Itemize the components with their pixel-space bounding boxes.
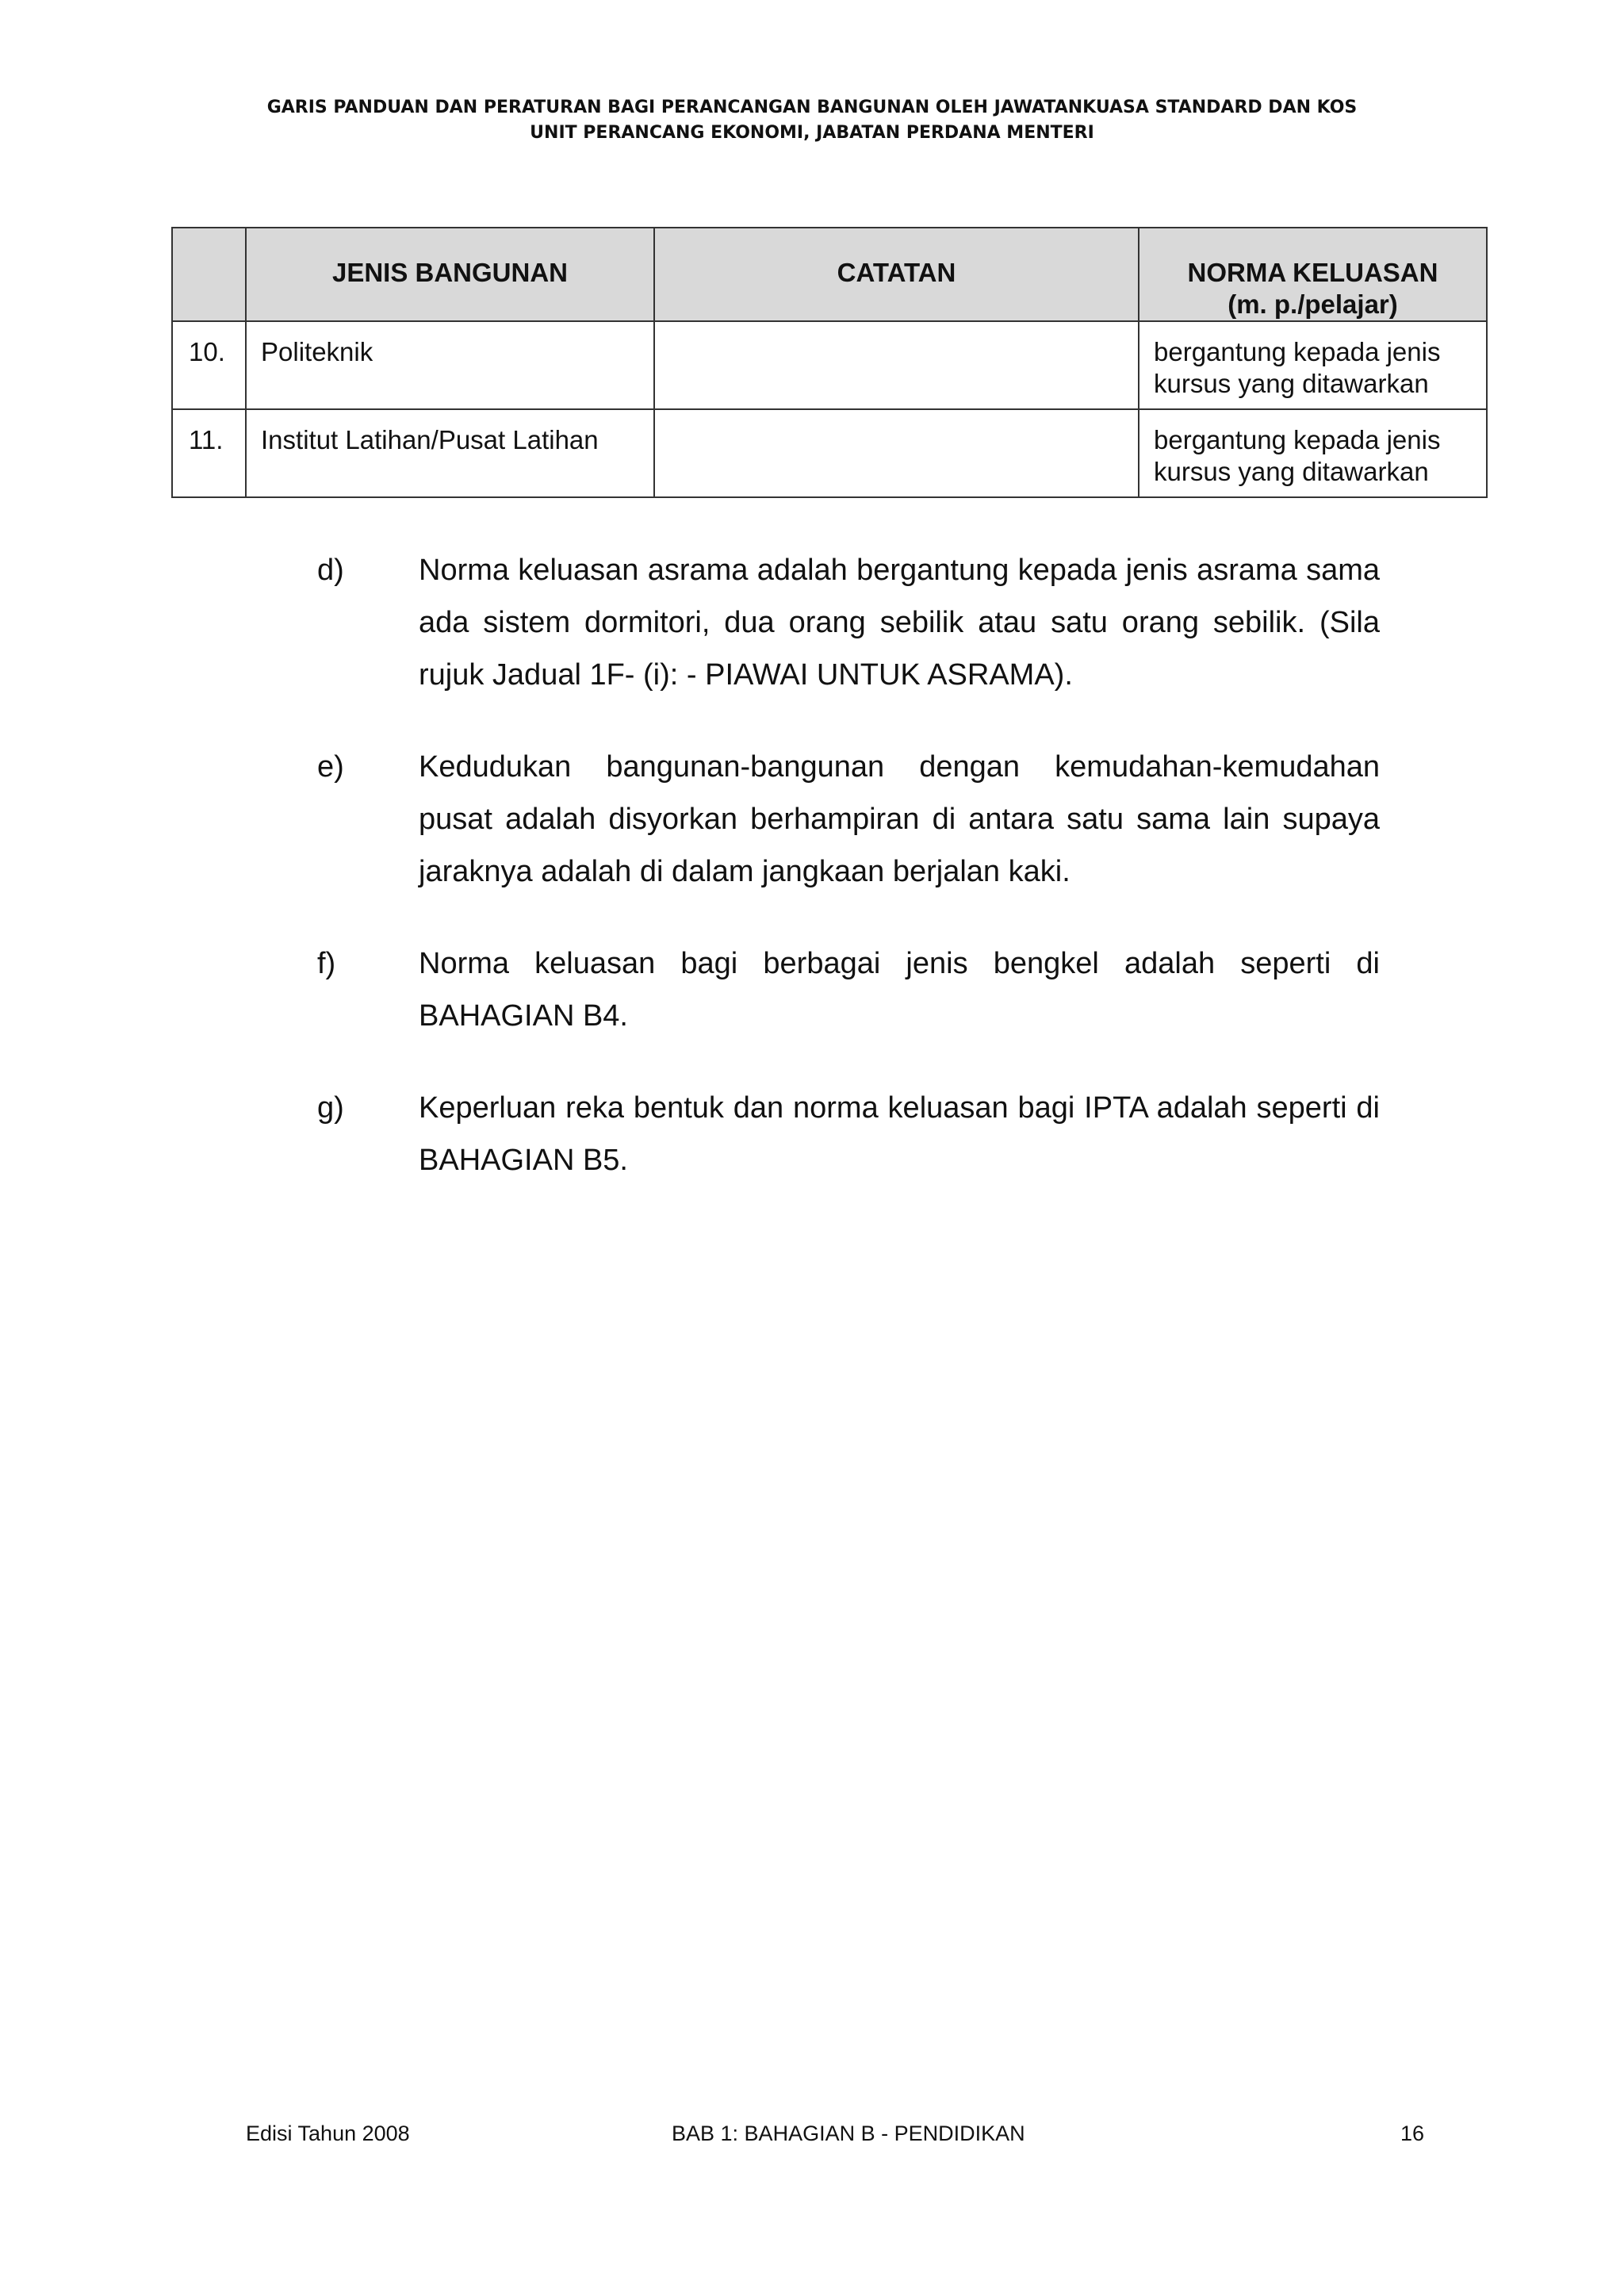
row-norma-line-1: bergantung kepada jenis — [1154, 425, 1441, 454]
item-letter: e) — [317, 750, 344, 784]
item-letter: g) — [317, 1091, 344, 1125]
list-item — [317, 937, 1380, 1042]
row-norma-line-2: kursus yang ditawarkan — [1154, 457, 1429, 486]
table-row — [172, 409, 1487, 497]
list-item — [317, 741, 1380, 898]
note-list — [317, 544, 1380, 1226]
row-norma-line-2: kursus yang ditawarkan — [1154, 369, 1429, 398]
header-catatan: CATATAN — [654, 228, 1139, 321]
row-jenis-bangunan: Politeknik — [246, 321, 654, 409]
list-item — [317, 544, 1380, 701]
row-catatan — [654, 321, 1139, 409]
item-letter: d) — [317, 554, 344, 587]
list-item — [317, 1082, 1380, 1186]
row-norma-line-1: bergantung kepada jenis — [1154, 337, 1441, 366]
header-number — [172, 228, 246, 321]
item-text: Keperluan reka bentuk dan norma keluasan bagi IPTA adalah seperti di BAHAGIAN B5. — [419, 1091, 1380, 1177]
building-area-norms-table — [171, 227, 1488, 498]
item-text: Norma keluasan asrama adalah bergantung kepada jenis asrama sama ada sistem dormitori, dua orang sebilik atau satu orang sebilik. (Sila rujuk Jadual 1F- (i): - PIAWAI UNTUK ASRAMA). — [419, 554, 1380, 692]
item-text: Norma keluasan bagi berbagai jenis bengkel adalah seperti di BAHAGIAN B4. — [419, 947, 1380, 1033]
header-jenis-bangunan: JENIS BANGUNAN — [246, 228, 654, 321]
footer-chapter: BAB 1: BAHAGIAN B - PENDIDIKAN — [672, 2122, 1025, 2145]
footer-edition: Edisi Tahun 2008 — [246, 2122, 410, 2145]
row-norma-keluasan — [1139, 409, 1487, 497]
page-number: 16 — [1400, 2122, 1425, 2145]
item-text: Kedudukan bangunan-bangunan dengan kemudahan-kemudahan pusat adalah disyorkan berhampiran di antara satu sama lain supaya jaraknya adalah di dalam jangkaan berjalan kaki. — [419, 750, 1380, 888]
header-norma-unit: (m. p./pelajar) — [1228, 289, 1398, 319]
page-footer — [0, 2118, 1624, 2149]
item-letter: f) — [317, 947, 336, 980]
row-norma-keluasan — [1139, 321, 1487, 409]
row-catatan — [654, 409, 1139, 497]
table-row — [172, 321, 1487, 409]
row-number: 11. — [172, 409, 246, 497]
row-number: 10. — [172, 321, 246, 409]
table-header-row — [172, 228, 1487, 321]
header-norma-title: NORMA KELUASAN — [1187, 258, 1438, 287]
header-title-line-1: GARIS PANDUAN DAN PERATURAN BAGI PERANCANGAN BANGUNAN OLEH JAWATANKUASA STANDARD DAN KOS — [266, 98, 1358, 117]
header-norma-keluasan — [1139, 228, 1487, 321]
page-header — [0, 95, 1624, 146]
header-title-line-2: UNIT PERANCANG EKONOMI, JABATAN PERDANA MENTERI — [530, 123, 1094, 143]
row-jenis-bangunan: Institut Latihan/Pusat Latihan — [246, 409, 654, 497]
